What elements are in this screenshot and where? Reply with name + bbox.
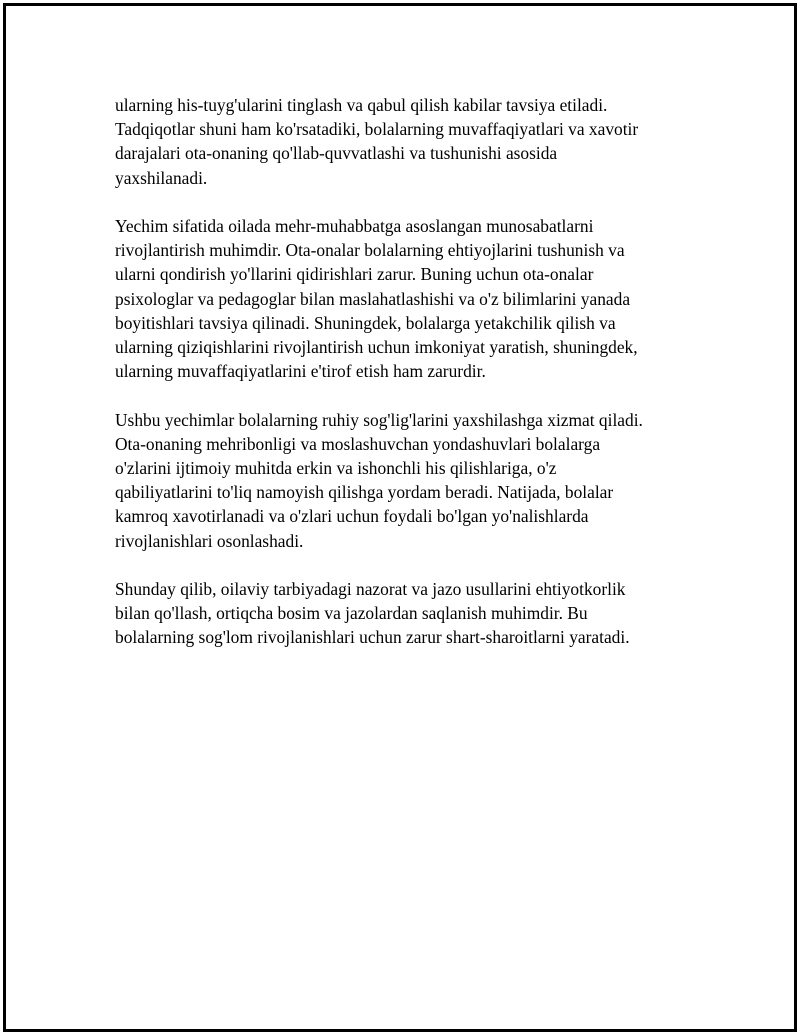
paragraph-4: Shunday qilib, oilaviy tarbiyadagi nazorat va jazo usullarini ehtiyotkorlik bilan qo'llash, ortiqcha bosim va jazolardan saqlanish muhimdir. Bu bolalarning sog'lom rivojlanishlari uchun zarur shart-sharoitlarni yaratadi.	[115, 579, 630, 648]
document-body	[115, 93, 715, 674]
paragraph-2: Yechim sifatida oilada mehr-muhabbatga asoslangan munosabatlarni rivojlantirish muhimdir. Ota-onalar bolalarning ehtiyojlarini tushunish va ularni qondirish yo'llarini qidirishlari zarur. Buning uchun ota-onalar psixologlar va pedagoglar bilan maslahatlashishi va o'z bilimlarini yanada boyitishlari tavsiya qilinadi. Shuningdek, bolalarga yetakchilik qilish va ularning qiziqishlarini rivojlantirish uchun imkoniyat yaratish, shuningdek, ularning muvaffaqiyatlarini e'tirof etish ham zarurdir.	[115, 216, 638, 382]
paragraph-1: ularning his-tuyg'ularini tinglash va qabul qilish kabilar tavsiya etiladi. Tadqiqotlar shuni ham ko'rsatadiki, bolalarning muvaffaqiyatlari va xavotir darajalari ota-onaning qo'llab-quvvatlashi va tushunishi asosida yaxshilanadi.	[115, 95, 639, 188]
paragraph-3: Ushbu yechimlar bolalarning ruhiy sog'lig'larini yaxshilashga xizmat qiladi. Ota-onaning mehribonligi va moslashuvchan yondashuvlari bolalarga o'zlarini ijtimoiy muhitda erkin va ishonchli his qilishlariga, o'z qabiliyatlarini to'liq namoyish qilishga yordam beradi. Natijada, bolalar kamroq xavotirlanadi va o'zlari uchun foydali bo'lgan yo'nalishlarda rivojlanishlari osonlashadi.	[115, 409, 643, 551]
